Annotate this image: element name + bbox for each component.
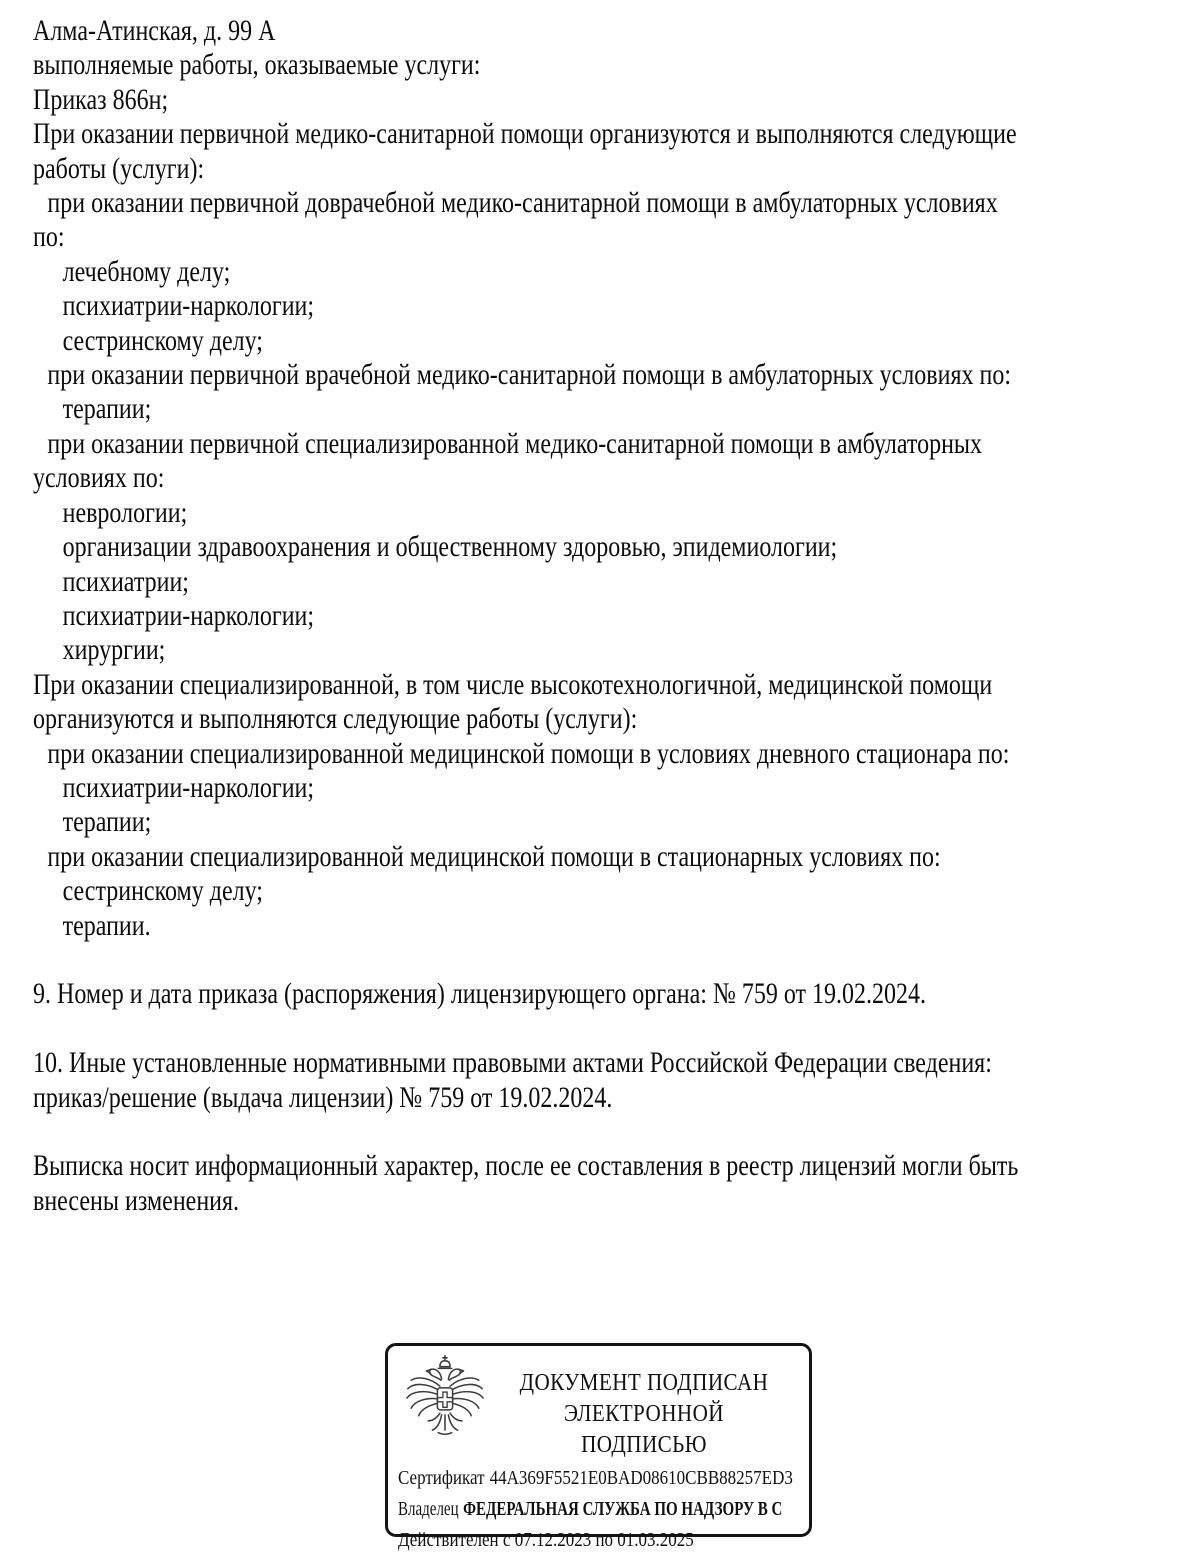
document-line: 10. Иные установленные нормативными правовыми актами Российской Федерации сведения: [33,1046,992,1080]
document-line: психиатрии-наркологии; [62,598,315,632]
stamp-title-line2: ЭЛЕКТРОННОЙ ПОДПИСЬЮ [564,1401,724,1458]
document-line: сестринскому делу; [62,323,263,357]
document-body [33,14,1184,1218]
document-line: работы (услуги): [33,151,205,185]
document-line: 9. Номер и дата приказа (распоряжения) лицензирующего органа: № 759 от 19.02.2024. [33,977,927,1011]
stamp-title-line1: ДОКУМЕНТ ПОДПИСАН [519,1370,769,1396]
document-line: по: [33,220,65,254]
document-line: при оказании первичной специализированной медико-санитарной помощи в амбулаторных [47,426,983,460]
document-line [33,1012,954,1046]
validity-line: Действителен с 07.12.2023 по 01.03.2025 [398,1529,694,1551]
document-line: при оказании первичной врачебной медико-санитарной помощи в амбулаторных условиях по: [47,358,1012,392]
owner-label: Владелец [398,1498,459,1520]
document-line: при оказании специализированной медицинской помощи в стационарных условиях по: [47,839,941,873]
document-line: сестринскому делу; [62,874,263,908]
document-line: лечебному делу; [62,254,231,288]
document-line: психиатрии-наркологии; [62,289,315,323]
certificate-label: Сертификат [398,1467,485,1489]
owner-line [398,1494,783,1525]
document-line: при оказании специализированной медицинской помощи в условиях дневного стационара по: [47,736,1010,770]
document-line: приказ/решение (выдача лицензии) № 759 от 19.02.2024. [33,1080,613,1114]
document-line: терапии; [62,392,152,426]
document-line: Приказ 866н; [33,82,169,116]
certificate-value: 44A369F5521E0BAD08610CBB88257ED3 [489,1467,793,1489]
document-line: выполняемые работы, оказываемые услуги: [33,48,481,82]
document-line: терапии; [62,805,152,839]
electronic-signature-stamp [385,1343,812,1551]
document-line: при оказании первичной доврачебной медико-санитарной помощи в амбулаторных условиях [47,186,998,220]
document-line: При оказании специализированной, в том числе высокотехнологичной, медицинской помощи [33,667,993,701]
document-line: внесены изменения. [33,1183,240,1217]
document-line: Выписка носит информационный характер, после ее составления в реестр лицензий могли быть [33,1149,1019,1183]
document-line: При оказании первичной медико-санитарной помощи организуются и выполняются следующие [33,117,1017,151]
owner-value: ФЕДЕРАЛЬНАЯ СЛУЖБА ПО НАДЗОРУ В С [463,1498,783,1520]
stamp-header [388,1346,809,1461]
document-line: Алма-Атинская, д. 99 А [33,14,276,47]
document-line: психиатрии; [62,564,189,598]
stamp-title [508,1354,781,1461]
document-line [33,1115,954,1149]
document-line: терапии. [62,908,151,942]
stamp-info [388,1461,809,1556]
document-line: психиатрии-наркологии; [62,770,315,804]
certificate-line [398,1463,793,1494]
document-line: неврологии; [62,495,188,529]
document-line: хирургии; [62,633,166,667]
document-line: организации здравоохранения и общественному здоровью, эпидемиологии; [62,530,838,564]
roszdravnadzor-eagle-icon [401,1354,489,1442]
document-line: условиях по: [33,461,165,495]
document-line [33,943,954,977]
document-line: организуются и выполняются следующие работы (услуги): [33,702,638,736]
